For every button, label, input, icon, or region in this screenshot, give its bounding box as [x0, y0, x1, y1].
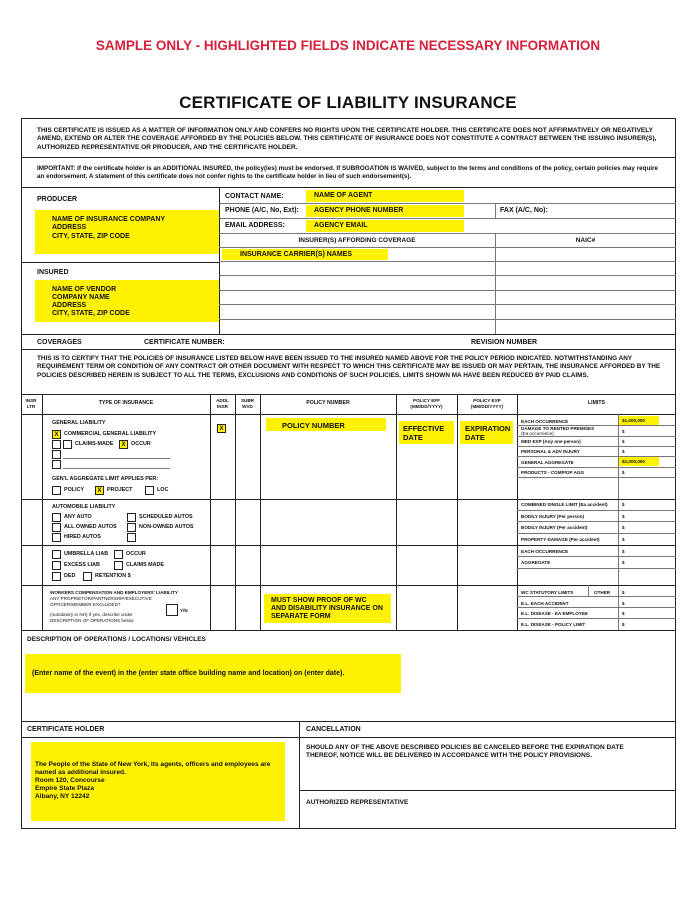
divider — [517, 477, 676, 478]
divider — [21, 187, 676, 188]
exp-header: (MM/DD/YYYY) — [470, 404, 504, 409]
wc-proof-line: SEPARATE FORM — [271, 613, 331, 620]
non-owned-checkbox[interactable] — [127, 523, 136, 532]
limit-label: E.L. DISEASE - POLICY LIMIT — [521, 622, 586, 627]
blank-line — [63, 458, 170, 459]
divider — [517, 467, 676, 468]
divider — [21, 349, 676, 350]
gl-label: GENERAL LIABILITY — [52, 420, 106, 426]
holder-line: named as additional insured. — [35, 769, 126, 776]
limit-label: E.L. EACH ACCIDENT — [521, 601, 569, 606]
hired-checkbox[interactable] — [52, 533, 61, 542]
description-label: DESCRIPTION OF OPERATIONS / LOCATIONS/ VEHICLES — [27, 636, 206, 643]
important-text: IMPORTANT: If the certificate holder is an ADDITIONAL INSURED, the policy(ies) must be endorsed. If SUBROGATION IS WAIVED, subject to the terms and conditions of the policy, certain policies may require an endorsement. A statement of this certificate does not confer rights to the certificate holder in lieu of such endorsement(s). — [37, 165, 659, 181]
disclaimer-text: THIS CERTIFICATE IS ISSUED AS A MATTER OF INFORMATION ONLY AND CONFERS NO RIGHTS UPON THE CERTIFICATE HOLDER. THIS CERTIFICATE DOES NOT AFFIRMATIVELY OR NEGATIVELY AMEND, EXTEND OR ALTER THE COVERAGE AFFORDED BY THE POLICIES BELOW. THIS CERTIFICATE OF INSURANCE DOES NOT CONSTITUTE A CONTRACT BETWEEN THE ISSUING INSURER(S), AUTHORIZED REPRESENTATIVE OR PRODUCER, AND THE CERTIFICATE HOLDER. — [37, 127, 657, 151]
expiration-date-value: DATE — [465, 433, 485, 442]
contact-name-label: CONTACT NAME: — [225, 193, 284, 200]
cancellation-label: CANCELLATION — [306, 726, 361, 733]
divider — [21, 585, 676, 586]
phone-label: PHONE (A/C, No, Ext): — [225, 207, 299, 214]
divider — [219, 319, 676, 320]
divider — [396, 394, 397, 630]
revision-number-label: REVISION NUMBER — [471, 339, 538, 346]
divider — [299, 721, 300, 829]
policy-number-header: POLICY NUMBER — [306, 400, 350, 406]
limit-value: $ — [622, 537, 625, 542]
email-value: AGENCY EMAIL — [314, 222, 368, 229]
insr-ltr-header: LTR — [26, 404, 36, 409]
divider — [21, 499, 676, 500]
auto-blank-checkbox[interactable] — [127, 533, 136, 542]
umbrella-claims-made-checkbox[interactable] — [114, 561, 123, 570]
divider — [42, 394, 43, 630]
limit-label: BODILY INJURY (Per accident) — [521, 525, 588, 530]
all-owned-label: ALL OWNED AUTOS — [64, 524, 117, 530]
umbrella-occur-checkbox[interactable] — [114, 550, 123, 559]
limit-label: COMBINED SINGLE LIMIT (Ea accident) — [521, 502, 608, 507]
limit-value: $ — [622, 429, 625, 434]
occur-checkbox[interactable]: X — [119, 440, 128, 449]
divider — [457, 394, 458, 630]
policy-checkbox[interactable] — [52, 486, 61, 495]
divider — [260, 394, 261, 630]
yn-label: Y/N — [180, 608, 188, 613]
limit-value: $2,000,000 — [622, 459, 645, 464]
limit-value: $ — [622, 525, 625, 530]
divider — [21, 334, 676, 335]
divider — [517, 510, 676, 511]
divider — [219, 261, 676, 262]
divider — [517, 394, 518, 630]
divider — [21, 394, 676, 395]
divider — [517, 446, 676, 447]
divider — [21, 721, 676, 722]
subr-header: SUBR — [240, 398, 255, 403]
policy-label: POLICY — [64, 487, 85, 493]
sample-notice: SAMPLE ONLY - HIGHLIGHTED FIELDS INDICATE NECESSARY INFORMATION — [95, 38, 601, 53]
limit-value: $ — [622, 590, 625, 595]
insr-ltr-header: INSR — [25, 398, 37, 403]
expiration-date-value: EXPIRATION — [465, 424, 511, 433]
divider — [21, 545, 676, 546]
insured-label: INSURED — [37, 269, 69, 276]
certify-text: THIS IS TO CERTIFY THAT THE POLICIES OF INSURANCE LISTED BELOW HAVE BEEN ISSUED TO THE INSURED NAMED ABOVE FOR THE POLICY PERIOD INDICATED. NOTWITHSTANDING ANY REQUIREMENT TERM OR CONDITION OF ANY CONTRACT OR OTHER DOCUMENT WITH RESPECT TO WHICH THIS CERTIFICATE MAY BE ISSUED OR MAY PERTAIN, THE INSURANCE AFFORDED BY THE POLICIES DESCRIBED HEREIN IS SUBJECT TO ALL THE TERMS, EXCLUSIONS AND CONDITIONS OF SUCH POLICIES, LIMITS SHOWN MA HAVE BEEN REDUCED BY PAID CLAIMS. — [37, 355, 661, 379]
limit-label: E.L. DISEASE - EA EMPLOYEE — [521, 611, 588, 616]
project-label: PROJECT — [107, 487, 133, 493]
wc-proof-line: MUST SHOW PROOF OF WC — [271, 597, 367, 604]
divider — [517, 568, 676, 569]
fax-label: FAX (A/C, No): — [500, 207, 548, 214]
auto-label: AUTOMOBILE LIABILITY — [52, 504, 116, 510]
divider — [517, 607, 676, 608]
type-header: TYPE OF INSURANCE — [98, 400, 154, 406]
loc-label: LOC — [157, 487, 169, 493]
hired-label: HIRED AUTOS — [64, 534, 101, 540]
divider — [219, 203, 676, 204]
any-auto-label: ANY AUTO — [64, 514, 92, 520]
gl-blank-checkbox[interactable] — [52, 460, 61, 469]
limit-value: $ — [622, 449, 625, 454]
limit-label: PRODUCTS - COMP/OP AGG — [521, 470, 585, 475]
producer-line: NAME OF INSURANCE COMPANY — [52, 216, 166, 223]
limit-label: DAMAGE TO RENTED PREMISES — [521, 426, 595, 431]
commercial-gl-checkbox[interactable]: X — [52, 430, 61, 439]
divider — [21, 157, 676, 158]
description-value: (Enter name of the event) in the (enter state office building name and location) on (enter date). — [32, 670, 345, 677]
workers-line: (mandatory in NH) If yes, describe under — [50, 612, 133, 617]
divider — [21, 262, 219, 263]
divider — [517, 521, 676, 522]
authorized-representative-label: AUTHORIZED REPRESENTATIVE — [306, 799, 409, 806]
limit-label: MED EXP (Any one person) — [521, 439, 581, 444]
certificate-holder-label: CERTIFICATE HOLDER — [27, 726, 105, 733]
divider — [517, 618, 676, 619]
contact-name-value: NAME OF AGENT — [314, 192, 373, 199]
limit-label: PROPERTY DAMAGE (Per accident) — [521, 537, 600, 542]
ded-checkbox[interactable] — [52, 572, 61, 581]
divider — [219, 304, 676, 305]
exp-header: POLICY EXP — [473, 398, 501, 403]
page-title: CERTIFICATE OF LIABILITY INSURANCE — [179, 93, 517, 112]
coverages-label: COVERAGES — [37, 339, 82, 346]
naic-header: NAIC# — [575, 237, 596, 244]
limit-label: AGGREGATE — [521, 560, 551, 565]
limit-value: $ — [622, 514, 625, 519]
limit-label: BODILY INJURY (Per person) — [521, 514, 585, 519]
limit-value: $ — [622, 549, 625, 554]
holder-line: The People of the State of New York, its agents, officers and employees are — [35, 761, 271, 768]
limit-value: $1,000,000 — [622, 418, 645, 423]
divider — [21, 630, 676, 631]
gl-blank-checkbox[interactable] — [52, 440, 61, 449]
eff-header: POLICY EFF — [413, 398, 440, 403]
wc-statutory-label: WC STATUTORY LIMITS — [521, 590, 574, 595]
limit-label: PERSONAL & ADV INJURY — [521, 449, 580, 454]
limit-value: $ — [622, 502, 625, 507]
blank-line — [63, 468, 170, 469]
limit-value: $ — [622, 601, 625, 606]
excess-checkbox[interactable] — [52, 561, 61, 570]
limit-value: $ — [622, 560, 625, 565]
cancellation-text: THEREOF, NOTICE WILL BE DELIVERED IN ACCORDANCE WITH THE POLICY PROVISIONS. — [306, 752, 592, 759]
holder-line: Albany, NY 12242 — [35, 793, 90, 800]
aggregate-applies-label: GEN'L AGGREGATE LIMIT APPLIES PER: — [52, 476, 159, 482]
retention-label: RETENTION $ — [95, 573, 131, 579]
policy-number-value: POLICY NUMBER — [282, 421, 345, 430]
limit-label: EACH OCCURRENCE — [521, 419, 569, 424]
insured-line: COMPANY NAME — [52, 294, 110, 301]
scheduled-label: SCHEDULED AUTOS — [139, 514, 193, 520]
effective-date-value: DATE — [403, 433, 423, 442]
limit-value: $ — [622, 611, 625, 616]
limit-label: GENERAL AGGREGATE — [521, 460, 574, 465]
umbrella-claims-made-label: CLAIMS MADE — [126, 562, 165, 568]
limit-value: $ — [622, 439, 625, 444]
workers-line: OFFICER/MEMBER EXCLUDED? — [50, 602, 121, 607]
umbrella-checkbox[interactable] — [52, 550, 61, 559]
excess-label: EXCESS LIAB — [64, 562, 100, 568]
producer-line: ADDRESS — [52, 224, 87, 231]
loc-checkbox[interactable] — [145, 486, 154, 495]
divider — [517, 596, 676, 597]
addl-header: INSR — [217, 404, 228, 409]
umbrella-label: UMBRELLA LIAB — [64, 551, 109, 557]
gl-blank-checkbox[interactable] — [52, 450, 61, 459]
divider — [21, 414, 676, 415]
addl-header: ADDL — [216, 398, 229, 403]
effective-date-value: EFFECTIVE — [403, 424, 445, 433]
retention-checkbox[interactable] — [83, 572, 92, 581]
holder-line: Empire State Plaza — [35, 785, 95, 792]
divider — [219, 218, 676, 219]
ded-label: DED — [64, 573, 76, 579]
workers-title: WORKERS COMPENSATION AND EMPLOYERS' LIABILITY — [50, 590, 178, 595]
umbrella-occur-label: OCCUR — [126, 551, 146, 557]
divider — [517, 436, 676, 437]
insured-line: NAME OF VENDOR — [52, 286, 117, 293]
divider — [299, 790, 676, 791]
limit-sublabel: (Ea occurrence) — [521, 431, 554, 436]
subr-header: WVD — [242, 404, 253, 409]
insured-line: ADDRESS — [52, 302, 87, 309]
insurers-header: INSURER(S) AFFORDING COVERAGE — [298, 237, 416, 244]
producer-label: PRODUCER — [37, 196, 78, 203]
non-owned-label: NON-OWNED AUTOS — [139, 524, 194, 530]
limit-label: EACH OCCURRENCE — [521, 549, 569, 554]
workers-line: ANY PROPRIETOR/PARTNERSHIP/EXECUTIVE — [50, 596, 152, 601]
claims-made-label: CLAIMS-MADE — [75, 441, 114, 447]
wc-other-label: OTHER — [594, 590, 611, 595]
claims-made-checkbox[interactable] — [63, 440, 72, 449]
project-checkbox[interactable]: X — [95, 486, 104, 495]
workers-line: DESCRIPTION OF OPERATIONS below — [50, 618, 134, 623]
occur-label: OCCUR — [131, 441, 151, 447]
divider — [210, 394, 211, 630]
divider — [21, 737, 676, 738]
divider — [219, 247, 676, 248]
producer-line: CITY, STATE, ZIP CODE — [52, 233, 130, 240]
holder-line: Room 120, Concourse — [35, 777, 105, 784]
divider — [495, 203, 496, 219]
commercial-gl-label: COMMERCIAL GENERAL LIABILITY — [64, 431, 157, 437]
limits-header: LIMITS — [587, 400, 605, 406]
email-label: EMAIL ADDRESS: — [225, 222, 285, 229]
certificate-number-label: CERTIFICATE NUMBER: — [144, 339, 225, 346]
eff-header: (MM/DD/YYYY) — [410, 404, 443, 409]
any-auto-checkbox[interactable] — [52, 513, 61, 522]
scheduled-checkbox[interactable] — [127, 513, 136, 522]
divider — [517, 533, 676, 534]
divider — [219, 275, 676, 276]
divider — [219, 233, 676, 234]
divider — [235, 394, 236, 630]
divider — [219, 290, 676, 291]
divider — [517, 556, 676, 557]
insured-line: CITY, STATE, ZIP CODE — [52, 310, 130, 317]
excluded-yn-checkbox[interactable] — [166, 604, 178, 616]
limit-value: $ — [622, 470, 625, 475]
phone-value: AGENCY PHONE NUMBER — [314, 207, 404, 214]
cancellation-text: SHOULD ANY OF THE ABOVE DESCRIBED POLICIES BE CANCELED BEFORE THE EXPIRATION DATE — [306, 744, 624, 751]
limit-value: $ — [622, 622, 625, 627]
wc-proof-line: AND DISABILITY INSURANCE ON — [271, 605, 383, 612]
addl-insr-checkbox[interactable]: X — [217, 424, 226, 433]
divider — [588, 585, 589, 596]
carrier-value: INSURANCE CARRIER(S) NAMES — [240, 251, 353, 258]
all-owned-checkbox[interactable] — [52, 523, 61, 532]
